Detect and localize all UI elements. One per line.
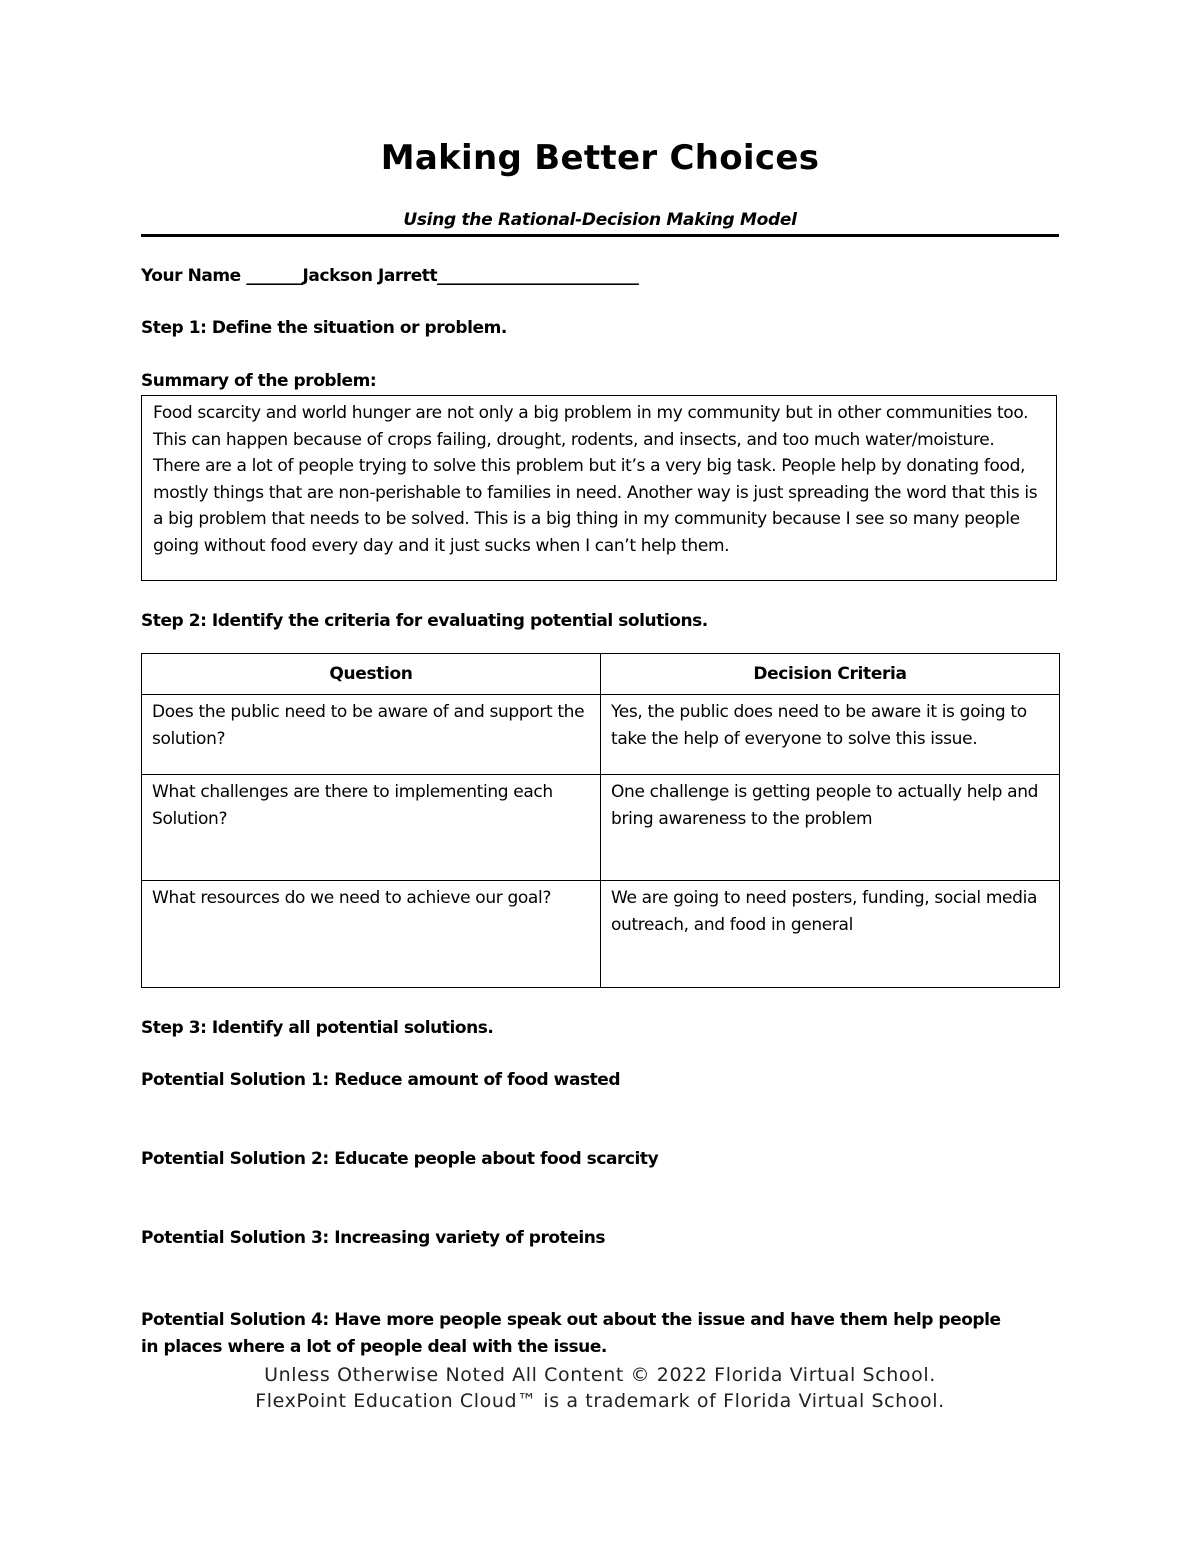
- name-line: Your Name _______Jackson Jarrett_________________________: [141, 266, 639, 286]
- column-header-question: Question: [142, 654, 601, 695]
- criteria-cell: One challenge is getting people to actually help and bring awareness to the problem: [601, 775, 1060, 881]
- summary-box: [141, 395, 1057, 581]
- page-subtitle: Using the Rational-Decision Making Model: [403, 210, 797, 230]
- summary-text: Food scarcity and world hunger are not only a big problem in my community but in other communities too. This can happen because of crops failing, drought, rodents, and insects, and too much water/moisture. There are a lot of people trying to solve this problem but it’s a very big task. People help by donating food, mostly things that are non-perishable to families in need. Another way is just spreading the word that this is a big problem that needs to be solved. This is a big thing in my community because I see so many people going without food every day and it just sucks when I can’t help them.: [153, 403, 1038, 556]
- summary-label: Summary of the problem:: [141, 371, 377, 391]
- title-divider: [141, 234, 1059, 237]
- potential-solution-2: Potential Solution 2: Educate people about food scarcity: [141, 1149, 659, 1169]
- criteria-cell: Yes, the public does need to be aware it is going to take the help of everyone to solve this issue.: [601, 695, 1060, 775]
- column-header-decision-criteria: Decision Criteria: [601, 654, 1060, 695]
- step-3-heading: Step 3: Identify all potential solutions.: [141, 1018, 494, 1038]
- question-cell: What challenges are there to implementing each Solution?: [142, 775, 601, 881]
- footer-trademark: FlexPoint Education Cloud™ is a trademark of Florida Virtual School.: [255, 1390, 945, 1412]
- step-1-heading: Step 1: Define the situation or problem.: [141, 318, 507, 338]
- potential-solution-4: Potential Solution 4: Have more people speak out about the issue and have them help people in places where a lot of people deal with the issue.: [141, 1310, 1001, 1357]
- table-row: [142, 775, 1060, 881]
- footer-copyright: Unless Otherwise Noted All Content © 2022 Florida Virtual School.: [264, 1364, 936, 1386]
- criteria-cell: We are going to need posters, funding, social media outreach, and food in general: [601, 881, 1060, 988]
- step-2-heading: Step 2: Identify the criteria for evaluating potential solutions.: [141, 611, 708, 631]
- question-cell: What resources do we need to achieve our goal?: [142, 881, 601, 988]
- potential-solution-1: Potential Solution 1: Reduce amount of food wasted: [141, 1070, 621, 1090]
- table-row: [142, 881, 1060, 988]
- potential-solution-3: Potential Solution 3: Increasing variety of proteins: [141, 1228, 606, 1248]
- table-header-row: [142, 654, 1060, 695]
- criteria-table: [141, 653, 1060, 988]
- question-cell: Does the public need to be aware of and support the solution?: [142, 695, 601, 775]
- table-row: [142, 695, 1060, 775]
- page-title: Making Better Choices: [380, 138, 820, 178]
